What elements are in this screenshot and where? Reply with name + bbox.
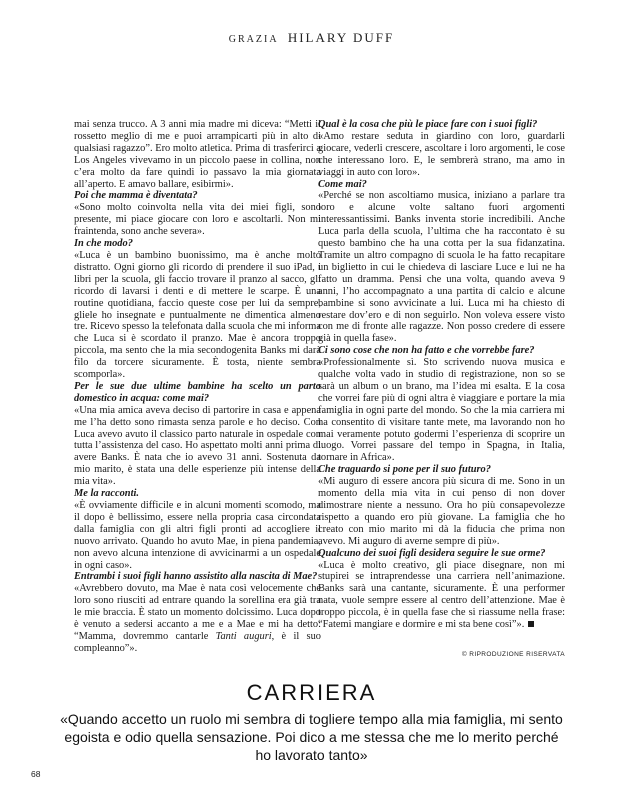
question-text: Entrambi i suoi figli hanno assistito alla nascita di Mae? bbox=[74, 571, 318, 583]
article-column-left bbox=[74, 119, 321, 655]
article-column-right bbox=[318, 119, 565, 631]
answer-text: «Una mia amica aveva deciso di partorire in casa e appena me l’ha detto sono rimasta senza parole e ho deciso. Con Luca avevo avuto il classico parto naturale in ospedale con tutta l’assistenza del caso. Ho aspettato molti anni prima di avere Banks. È nata che io avevo 31 anni. Sostenuta da mio marito, è stata una delle esperienze più intense della mia vita». bbox=[74, 404, 321, 488]
question-text: Me la racconti. bbox=[74, 488, 139, 500]
answer-text: «Luca è molto creativo, gli piace disegnare, non mi stupirei se intraprendesse una carriera nell’animazione. Banks sarà una cantante, sicuramente. È una performer nata, vuole sempre essere al centro dell’attenzione. Mae è troppo piccola, è in quella fase che si riassume nella frase: “Fatemi mangiare e dormire e mi sta bene così”». bbox=[318, 559, 565, 631]
answer-text: «Luca è un bambino buonissimo, ma è anche molto distratto. Ogni giorno gli ricordo di prendere il suo iPad, i libri per la scuola, gli faccio trovare il pranzo al sacco, gli ricordo di lavarsi i denti e di mettere le scarpe. È una routine quotidiana, faccio queste cose per lui da sempre, gliele ho insegnate e puntualmente ne dimentica almeno tre. Ricevo spesso la telefonata dalla scuola che mi informa che Luca si è scordato il pranzo. Mae è ancora troppo piccola, ma sento che la mia secondogenita Banks mi darà filo da torcere sicuramente. È tosta, niente sembra scomporla». bbox=[74, 249, 321, 381]
magazine-brand: GRAZIA bbox=[228, 34, 279, 45]
interview-question bbox=[318, 345, 565, 357]
interview-question bbox=[74, 238, 321, 250]
end-of-article-mark bbox=[528, 621, 534, 627]
answer-text: «Sono molto coinvolta nella vita dei miei figli, sono presente, mi piace giocare con loro e ascoltarli. Non mi fraintenda, sono anche severa». bbox=[74, 202, 321, 238]
interview-answer bbox=[74, 202, 321, 238]
interview-answer bbox=[318, 190, 565, 345]
question-text: Qual è la cosa che più le piace fare con i suoi figli? bbox=[318, 119, 538, 130]
answer-text: «Perché se non ascoltiamo musica, iniziano a parlare tra loro e alcune volte saltano fuori argomenti interessantissimi. Banks inventa storie incredibili. Anche Luca parla della scuola, l’ultima che ha raccontato è su questo bambino che ha una cotta per la sua fidanzatina. Tramite un altro compagno di scuola le ha fatto recapitare un biglietto in cui le chiedeva di lasciare Luce e lui ne ha fatto un dramma. Pensi che una volta, quando aveva 9 anni, l’ho accompagnato a una partita di calcio e alcune bambine si sono avvicinate a lui. Luca mi ha chiesto di restare dov’ero e di non seguirlo. Non voleva essere visto con me di fronte alle ragazze. Non posso credere di essere già in quella fase». bbox=[318, 190, 565, 345]
answer-text: «È ovviamente difficile e in alcuni momenti scomodo, ma il dopo è bellissimo, essere nella propria casa circondata dalla famiglia con gli altri figli pronti ad accogliere il nuovo arrivato. Quando ho avuto Mae, in piena pandemia, non avevo alcuna intenzione di avvicinarmi a un ospedale in ogni caso». bbox=[74, 500, 321, 571]
question-text: Ci sono cose che non ha fatto e che vorrebbe fare? bbox=[318, 345, 535, 357]
interview-answer bbox=[318, 131, 565, 179]
question-text: Qualcuno dei suoi figli desidera seguire le sue orme? bbox=[318, 547, 546, 559]
interview-answer bbox=[74, 405, 321, 488]
answer-text-end: , è il suo compleanno”». bbox=[74, 630, 321, 654]
question-text: In che modo? bbox=[74, 238, 133, 250]
question-text: Poi che mamma è diventata? bbox=[74, 190, 198, 202]
interview-question bbox=[318, 548, 565, 560]
answer-text: mai senza trucco. A 3 anni mia madre mi diceva: “Metti il rossetto meglio di me e puoi arrampicarti più in alto di qualsiasi ragazzo”. Ero molto atletica. Prima di trasferirci a Los Angeles vivevamo in un piccolo paese in collina, non c’era molto da fare quindi io passavo la mia giornata all’aperto. E amavo ballare, esibirmi». bbox=[74, 119, 321, 190]
article-subject: HILARY DUFF bbox=[287, 30, 395, 45]
copyright-notice: © RIPRODUZIONE RISERVATA bbox=[461, 651, 565, 658]
interview-answer bbox=[74, 250, 321, 381]
interview-question bbox=[74, 190, 321, 202]
question-text: Come mai? bbox=[318, 178, 367, 190]
pull-quote-text: «Quando accetto un ruolo mi sembra di togliere tempo alla mia famiglia, mi sento egoista e odio quella sensazione. Poi dico a me stessa che me lo merito perché ho lavorato tanto» bbox=[60, 711, 563, 763]
interview-question bbox=[74, 488, 321, 500]
interview-answer bbox=[318, 560, 565, 631]
page-number: 68 bbox=[31, 769, 41, 779]
answer-text: «Professionalmente sì. Sto scrivendo nuova musica e qualche volta vado in studio di registrazione, non so se sarà un album o un brano, ma l’idea mi esalta. E la cosa che vorrei fare più di ogni altra è viaggiare e portare la mia famiglia in ogni parte del mondo. So che la mia carriera mi ha consentito di visitare tante mete, ma lavorando non ho mai veramente potuto godermi l’esperienza di scoprire un luogo. Vorrei passare del tempo in Spagna, in Italia, tornare in Africa». bbox=[318, 357, 565, 464]
answer-text: «Avrebbero dovuto, ma Mae è nata così velocemente che loro sono riusciti ad entrare quando la sorellina era già tra le mie braccia. È stato un momento dolcissimo. Luca dopo è venuto a sedersi accanto a me e a Mae e mi ha detto: “Mamma, dovremmo cantarle bbox=[74, 583, 321, 642]
interview-question bbox=[74, 571, 321, 583]
answer-text: «Mi auguro di essere ancora più sicura di me. Sono in un momento della mia vita in cui penso di non dover dimostrare niente a nessuno. Ora ho più consapevolezze rispetto a quando ero più giovane. La famiglia che ho creato con mio marito mi dà la fiducia che prima non avevo. Mi auguro di averne sempre di più». bbox=[318, 476, 565, 547]
interview-question bbox=[318, 179, 565, 191]
page-header bbox=[0, 30, 623, 46]
answer-text: «Amo restare seduta in giardino con loro, guardarli giocare, vederli crescere, ascoltare i loro argomenti, le cose che interessano loro. E, le sembrerà strano, ma amo in viaggi in auto con loro». bbox=[318, 130, 565, 178]
interview-answer bbox=[74, 500, 321, 571]
interview-answer bbox=[74, 119, 321, 190]
interview-question bbox=[318, 464, 565, 476]
interview-answer bbox=[74, 583, 321, 654]
pull-quote-title: CARRIERA bbox=[246, 680, 377, 705]
interview-question bbox=[74, 381, 321, 405]
interview-answer bbox=[318, 476, 565, 547]
question-text: Che traguardo si pone per il suo futuro? bbox=[318, 464, 491, 476]
question-text: Per le sue due ultime bambine ha scelto un parto domestico in acqua: come mai? bbox=[74, 380, 321, 404]
interview-question bbox=[318, 119, 565, 131]
song-title: Tanti auguri bbox=[215, 630, 272, 642]
interview-answer bbox=[318, 357, 565, 464]
